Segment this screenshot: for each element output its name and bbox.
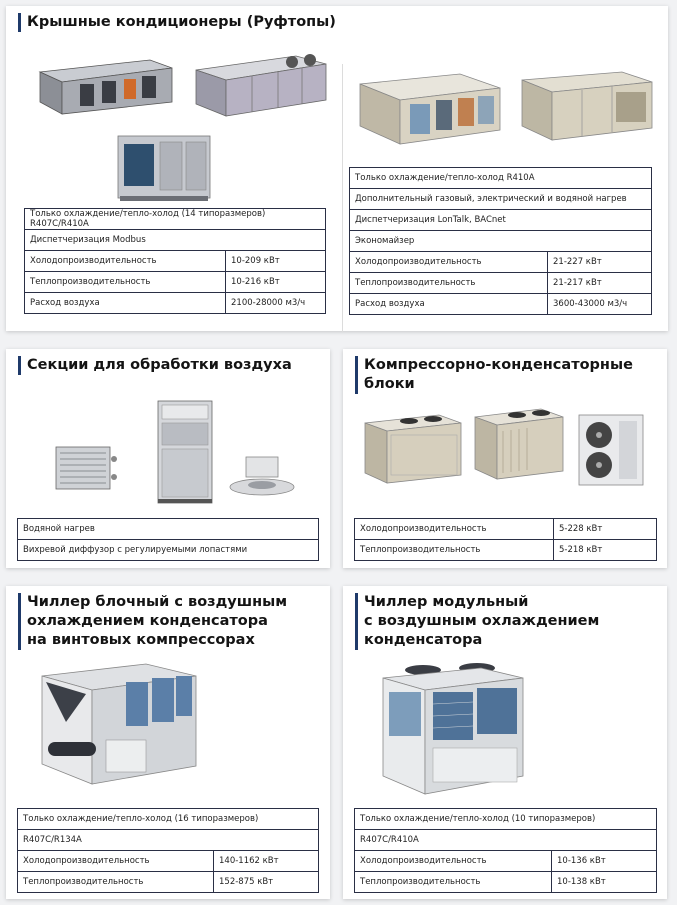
spec-value: 140-1162 кВт: [214, 851, 319, 872]
table-row: [25, 251, 326, 272]
table-row: [350, 252, 652, 273]
rooftop-unit-image-4: [350, 66, 510, 150]
rooftop-title: Крышные кондиционеры (Руфтопы): [18, 13, 336, 32]
table-row: [350, 210, 652, 231]
spec-cell: Диспетчеризация Modbus: [25, 230, 326, 251]
spec-name: Расход воздуха: [25, 293, 226, 314]
table-row: [355, 519, 657, 540]
spec-name: Холодопроизводительность: [18, 851, 214, 872]
air-handling-title: Секции для обработки воздуха: [18, 356, 292, 375]
table-row: [350, 294, 652, 315]
spec-value: 21-217 кВт: [548, 273, 652, 294]
spec-cell: Водяной нагрев: [18, 519, 319, 540]
spec-name: Расход воздуха: [350, 294, 548, 315]
rooftop-unit-image-5: [512, 66, 658, 146]
rooftop-unit-image-2: [192, 50, 332, 120]
spec-name: Холодопроизводительность: [355, 851, 552, 872]
table-row: [355, 540, 657, 561]
spec-name: Теплопроизводительность: [355, 872, 552, 893]
table-row: [355, 872, 657, 893]
spec-name: Холодопроизводительность: [25, 251, 226, 272]
table-row: [350, 231, 652, 252]
spec-value: 5-218 кВт: [554, 540, 657, 561]
screw-chiller-title: Чиллер блочный с воздушным охлаждением конденсатора на винтовых компрессорах: [18, 593, 287, 650]
spec-cell: Диспетчеризация LonTalk, BACnet: [350, 210, 652, 231]
modular-chiller-title: Чиллер модульный с воздушным охлаждением конденсатора: [355, 593, 599, 650]
modular-chiller-image: [377, 658, 527, 798]
table-row: [350, 168, 652, 189]
swirl-diffuser-image: [226, 453, 298, 503]
table-row: [18, 872, 319, 893]
condensing-units-card: [343, 349, 667, 568]
condensing-unit-image-2: [471, 401, 567, 485]
table-row: [25, 272, 326, 293]
condensing-unit-image-1: [361, 405, 465, 489]
rooftop-unit-image-3: [114, 130, 214, 206]
table-row: [355, 830, 657, 851]
table-row: [25, 209, 326, 230]
table-row: [18, 851, 319, 872]
table-row: [350, 273, 652, 294]
spec-value: 10-216 кВт: [226, 272, 326, 293]
spec-cell: R407C/R134A: [18, 830, 319, 851]
spec-cell: Только охлаждение/тепло-холод R410A: [350, 168, 652, 189]
modular-chiller-card: [343, 586, 667, 899]
air-handling-card: [6, 349, 330, 568]
screw-chiller-image: [36, 662, 202, 788]
table-row: [18, 830, 319, 851]
modular-chiller-specs: [354, 808, 657, 893]
spec-value: 10-209 кВт: [226, 251, 326, 272]
water-heater-coil-image: [50, 441, 120, 499]
condensing-units-specs: [354, 518, 657, 561]
table-row: [355, 851, 657, 872]
rooftop-unit-image-1: [32, 50, 177, 118]
screw-chiller-specs: [17, 808, 319, 893]
spec-name: Теплопроизводительность: [25, 272, 226, 293]
table-row: [355, 809, 657, 830]
spec-cell: Вихревой диффузор с регулируемыми лопастями: [18, 540, 319, 561]
spec-value: 5-228 кВт: [554, 519, 657, 540]
condensing-unit-image-3: [575, 411, 649, 491]
air-handling-section-image: [154, 399, 216, 507]
spec-name: Теплопроизводительность: [18, 872, 214, 893]
table-row: [25, 293, 326, 314]
screw-chiller-card: [6, 586, 330, 899]
table-row: [25, 230, 326, 251]
spec-cell: Только охлаждение/тепло-холод (10 типоразмеров): [355, 809, 657, 830]
table-row: [350, 189, 652, 210]
spec-value: 2100-28000 м3/ч: [226, 293, 326, 314]
spec-value: 3600-43000 м3/ч: [548, 294, 652, 315]
spec-cell: Дополнительный газовый, электрический и водяной нагрев: [350, 189, 652, 210]
rooftop-left-specs: [24, 208, 326, 314]
spec-value: 21-227 кВт: [548, 252, 652, 273]
air-handling-specs: [17, 518, 319, 561]
spec-value: 152-875 кВт: [214, 872, 319, 893]
spec-cell: Только охлаждение/тепло-холод (14 типоразмеров) R407C/R410A: [25, 209, 326, 230]
spec-name: Теплопроизводительность: [355, 540, 554, 561]
spec-value: 10-138 кВт: [552, 872, 657, 893]
table-row: [18, 809, 319, 830]
spec-cell: R407C/R410A: [355, 830, 657, 851]
table-row: [18, 540, 319, 561]
table-row: [18, 519, 319, 540]
condensing-units-title: Компрессорно-конденсаторные блоки: [355, 356, 667, 394]
spec-name: Теплопроизводительность: [350, 273, 548, 294]
spec-cell: Экономайзер: [350, 231, 652, 252]
rooftop-divider: [342, 64, 343, 332]
rooftop-card: [6, 6, 668, 331]
spec-name: Холодопроизводительность: [355, 519, 554, 540]
rooftop-right-specs: [349, 167, 652, 315]
spec-cell: Только охлаждение/тепло-холод (16 типоразмеров): [18, 809, 319, 830]
spec-value: 10-136 кВт: [552, 851, 657, 872]
spec-name: Холодопроизводительность: [350, 252, 548, 273]
